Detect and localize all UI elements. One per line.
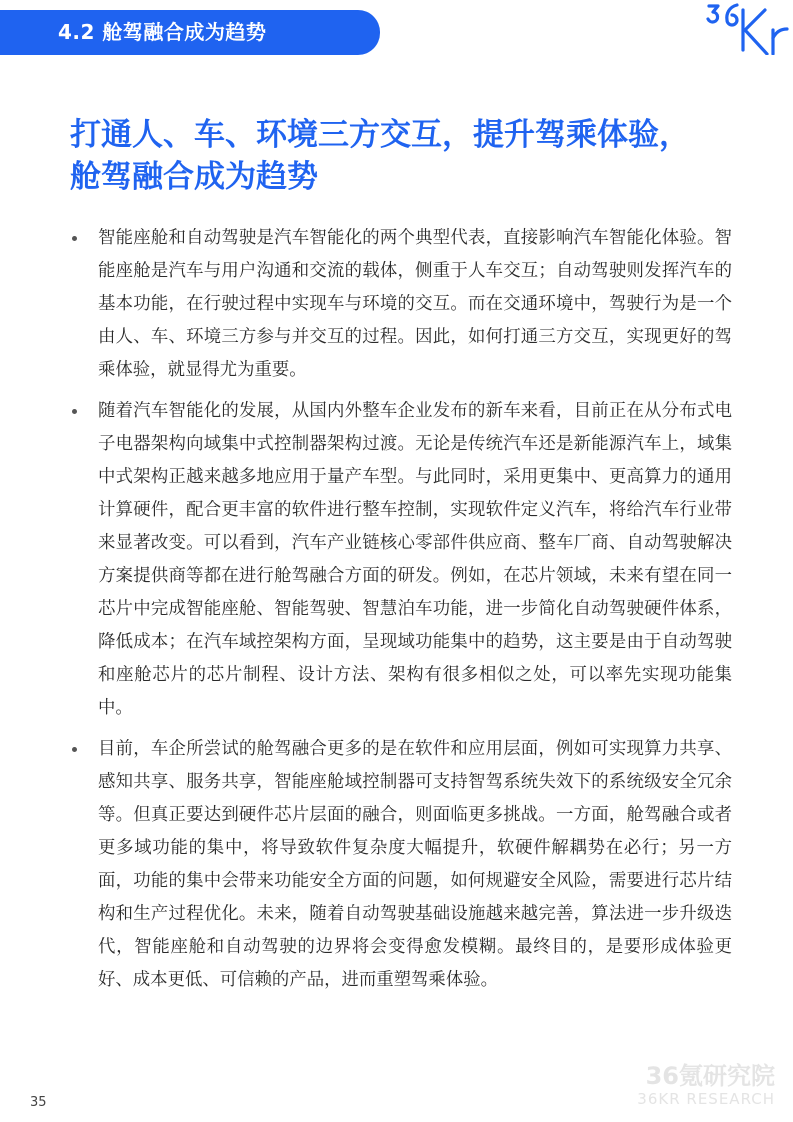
- 36kr-logo: [693, 0, 793, 55]
- watermark-en: 36KR RESEARCH: [637, 1090, 775, 1108]
- bullet-item: [72, 395, 732, 725]
- watermark-cn: 36氪研究院: [645, 1062, 775, 1090]
- section-label: 4.2 舱驾融合成为趋势: [58, 20, 267, 44]
- bullet-text: 随着汽车智能化的发展，从国内外整车企业发布的新车来看，目前正在从分布式电子电器架构向域集中式控制器架构过渡。无论是传统汽车还是新能源汽车上，域集中式架构正越来越多地应用于量产车型。与此同时，采用更集中、更高算力的通用计算硬件，配合更丰富的软件进行整车控制，实现软件定义汽车，将给汽车行业带来显著改变。可以看到，汽车产业链核心零部件供应商、整车厂商、自动驾驶解决方案提供商等都在进行舱驾融合方面的研发。例如，在芯片领域，未来有望在同一芯片中完成智能座舱、智能驾驶、智慧泊车功能，进一步简化自动驾驶硬件体系，降低成本；在汽车域控架构方面，呈现域功能集中的趋势，这主要是由于自动驾驶和座舱芯片的芯片制程、设计方法、架构有很多相似之处，可以率先实现功能集中。: [98, 401, 732, 718]
- bullet-list: [72, 222, 732, 1005]
- bullet-dot-icon: [72, 747, 77, 752]
- bullet-item: [72, 733, 732, 997]
- bullet-dot-icon: [72, 236, 77, 241]
- page-number: 35: [30, 1095, 47, 1110]
- watermark: [637, 1062, 775, 1108]
- bullet-item: [72, 222, 732, 387]
- bullet-text: 目前，车企所尝试的舱驾融合更多的是在软件和应用层面，例如可实现算力共享、感知共享、服务共享，智能座舱域控制器可支持智驾系统失效下的系统级安全冗余等。但真正要达到硬件芯片层面的融合，则面临更多挑战。一方面，舱驾融合或者更多域功能的集中，将导致软件复杂度大幅提升，软硬件解耦势在必行；另一方面，功能的集中会带来功能安全方面的问题，如何规避安全风险，需要进行芯片结构和生产过程优化。未来，随着自动驾驶基础设施越来越完善，算法进一步升级迭代，智能座舱和自动驾驶的边界将会变得愈发模糊。最终目的，是要形成体验更好、成本更低、可信赖的产品，进而重塑驾乘体验。: [98, 739, 732, 990]
- bullet-text: 智能座舱和自动驾驶是汽车智能化的两个典型代表，直接影响汽车智能化体验。智能座舱是汽车与用户沟通和交流的载体，侧重于人车交互；自动驾驶则发挥汽车的基本功能，在行驶过程中实现车与环境的交互。而在交通环境中，驾驶行为是一个由人、车、环境三方参与并交互的过程。因此，如何打通三方交互，实现更好的驾乘体验，就显得尤为重要。: [98, 228, 732, 380]
- 36kr-logo-icon: [693, 0, 793, 55]
- bullet-dot-icon: [72, 409, 77, 414]
- page-title-line-2: 舱驾融合成为趋势: [70, 159, 318, 195]
- page-title: [70, 114, 730, 198]
- page-title-line-1: 打通人、车、环境三方交互，提升驾乘体验，: [70, 117, 690, 153]
